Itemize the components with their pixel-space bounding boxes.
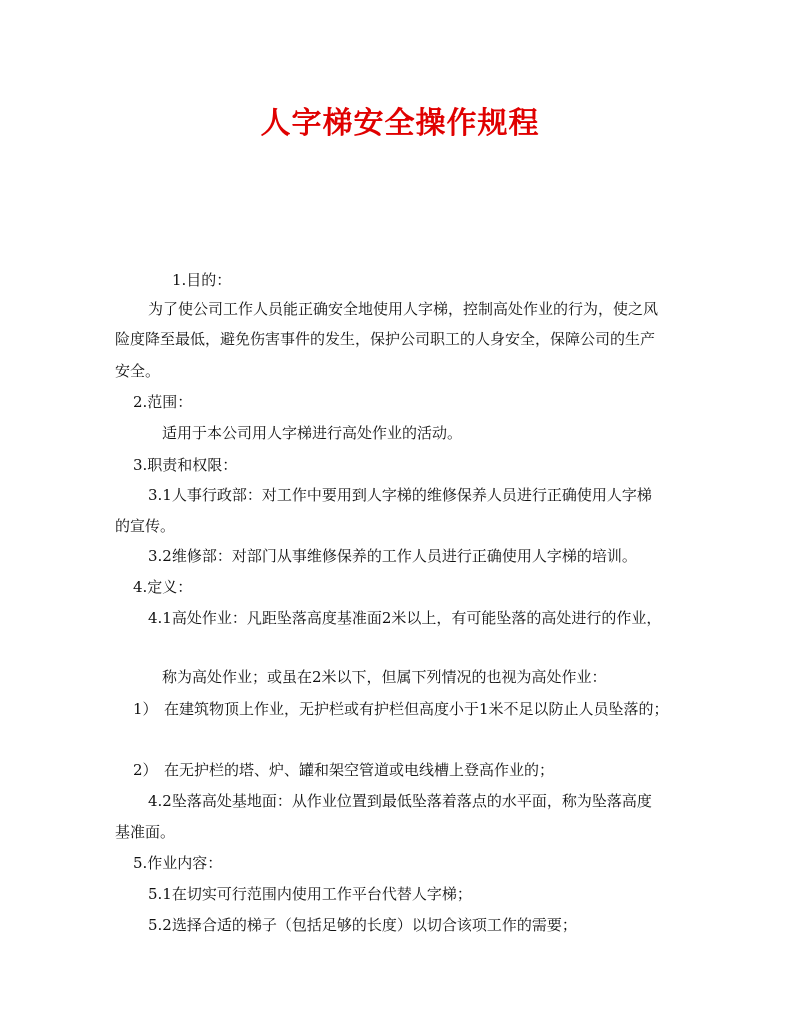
paragraph-line: 3.2维修部：对部门从事维修保养的工作人员进行正确使用人字梯的培训。 xyxy=(148,547,637,565)
paragraph-line: 5.1在切实可行范围内使用工作平台代替人字梯； xyxy=(148,885,472,903)
section-5-heading: 5.作业内容： xyxy=(133,854,223,872)
paragraph-line: 险度降至最低，避免伤害事件的发生，保护公司职工的人身安全，保障公司的生产 xyxy=(115,330,656,348)
section-3-heading: 3.职责和权限： xyxy=(133,456,238,474)
document-title: 人字梯安全操作规程 xyxy=(260,106,540,141)
list-marker: 2） xyxy=(133,761,158,779)
list-marker: 1） xyxy=(133,700,158,718)
paragraph-line: 5.2选择合适的梯子（包括足够的长度）以切合该项工作的需要； xyxy=(148,916,577,934)
paragraph-line: 的宣传。 xyxy=(115,517,176,535)
list-item: 在建筑物顶上作业，无护栏或有护栏但高度小于1米不足以防止人员坠落的； xyxy=(164,700,669,718)
list-item: 在无护栏的塔、炉、罐和架空管道或电线槽上登高作业的； xyxy=(164,761,555,779)
paragraph-line: 4.1高处作业：凡距坠落高度基准面2米以上，有可能坠落的高处进行的作业， xyxy=(148,609,662,627)
paragraph-line: 基准面。 xyxy=(115,823,176,841)
paragraph-line: 称为高处作业；或虽在2米以下，但属下列情况的也视为高处作业： xyxy=(162,668,607,686)
section-4-heading: 4.定义： xyxy=(133,578,193,596)
paragraph-line: 为了使公司工作人员能正确安全地使用人字梯，控制高处作业的行为，使之风 xyxy=(148,300,659,318)
section-2-heading: 2.范围： xyxy=(133,393,193,411)
paragraph-line: 安全。 xyxy=(115,362,161,380)
section-1-heading: 1.目的： xyxy=(172,271,232,289)
paragraph-line: 3.1人事行政部：对工作中要用到人字梯的维修保养人员进行正确使用人字梯 xyxy=(148,486,652,504)
paragraph-line: 4.2坠落高处基地面：从作业位置到最低坠落着落点的水平面，称为坠落高度 xyxy=(148,792,652,810)
paragraph-line: 适用于本公司用人字梯进行高处作业的活动。 xyxy=(162,424,463,442)
